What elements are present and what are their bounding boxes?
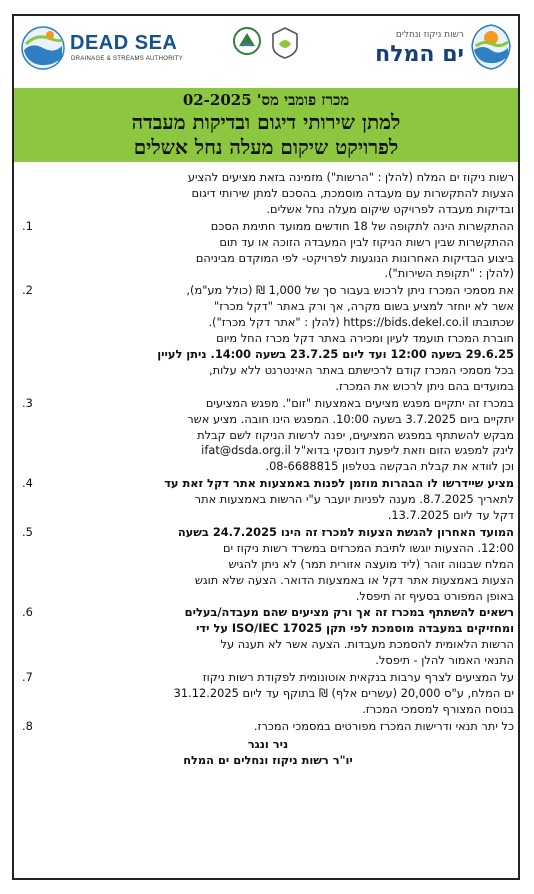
clause-number: 6. [22,605,33,620]
clause-line: דקל עד ליום 13.7.2025. [387,508,514,523]
authority-name-small: רשות ניקוז ונחלים [395,30,464,40]
intro-line: ובדיקות מעבדה לפרויקט שיקום מעלה נחל אשלים. [266,201,514,216]
clause-number: 8. [22,718,33,733]
tender-title-line-1: למתן שירותי דיגום ובדיקות מעבדה [131,110,401,134]
clause-line: את מסמכי המכרז ניתן לרכוש בעבור סך של 1,000 ₪ (כולל מע"מ), [186,283,514,298]
dead-sea-subtitle: DRAINAGE & STREAMS AUTHORITY [71,56,184,62]
clause-line: מציע שיידרשו לו הבהרות מוזמן לפנות באמצעות אתר דקל זאת עד [164,476,514,491]
yam-hamelach-logo [364,20,514,78]
tender-header [14,88,518,162]
tender-title-line-2: לפרויקט שיקום מעלה נחל אשלים [133,135,399,159]
clause-line: התנאי האמור להלן - תיפסל. [375,653,514,668]
clause-line: לתאריך 8.7.2025. מענה לפניות יועבר ע"י הרשות באמצעות אתר [194,492,514,507]
intro-paragraph [22,170,514,218]
signature-name: ניר ונגר [247,736,289,751]
clause-4 [22,476,514,524]
clause-line: באופן המפורט בסעיף זה תיפסל. [355,588,514,603]
clause-5 [22,525,514,605]
dead-sea-emblem-icon [20,24,66,72]
clause-line: יתקיים ביום 3.7.2025 בשעה 10:00. המפגש הינו חובה. מציע אשר [187,411,514,426]
clause-line: חוברת המכרז תועמד לעיון ומכירה באתר דקל מכרז החל מיום [216,331,514,346]
dead-sea-title: DEAD SEA [70,32,178,54]
partner-emblem-icon [232,26,262,60]
clause-line: במכרז זה יתקיים מפגש מציעים באמצעות "זום". מפגש המציעים [205,395,514,410]
clause-line: 12:00. ההצעות יוגשו לתיבת המכרזים במשרד רשות ניקוז ים [222,540,514,555]
clause-line: ומחזיקים במעבדה מוסמכת לפי תקן ISO/IEC 17025 על ידי [196,621,514,636]
clause-line: בכל מסמכי המכרז קודם לרכישתם באתר האינטרנט ללא עלות, [208,362,514,377]
intro-line: הצעות להתקשרות עם מעבדה מוסמכת, בהסכם למתן שירותי דיגום [191,185,514,200]
clause-line: רשאים להשתתף במכרז זה אך ורק מציעים שהם מעבדה/בעלים [184,605,514,620]
authority-name-big: ים המלח [375,42,464,67]
signature-title: יו"ר רשות ניקוז ונחלים ים המלח [183,752,353,767]
dead-sea-logo [20,20,184,78]
email-line[interactable]: לינק למפגש הזום וזאת ליפעת דונסקי בדוא"ל ifat@dsda.org.il [201,443,514,458]
clause-7 [22,670,514,718]
logo-bar [14,16,518,84]
intro-line: רשות ניקוז ים המלח (להלן : "הרשות") מזמינה בזאת מציעים להציע [187,170,514,184]
clause-line: ההתקשרות הינה לתקופה של 18 חודשים ממועד חתימת הסכם [210,218,514,233]
clause-line: המלח שבנווה זוהר (ליד מועצה אזורית תמר) לא ניתן להגיש [228,556,514,571]
clause-number: 5. [22,524,33,539]
partner-logos [210,26,320,76]
clause-line: כל יתר תנאי ודרישות המכרז מפורטים במסמכי המכרז. [253,718,514,733]
clause-line: ים המלח, ע"ס 20,000 (עשרים אלף) ₪ בתוקף עד ליום 31.12.2025 [173,686,514,700]
ministry-emblem-icon [270,26,300,60]
clause-line: המועד האחרון להגשת הצעות למכרז זה הינו 24.7.2025 בשעה [177,524,514,539]
clause-line: הצעות באמצעות אתר דקל או באמצעות הדואר. הצעה שלא תוגש [194,572,514,587]
phone-line: וכן לוודא את קבלת הבקשה בטלפון 08-6688815. [265,459,514,474]
authority-emblem-icon [468,22,514,72]
clause-line: במועדים בהם ניתן לרכוש את המכרז. [335,378,514,393]
clause-line: אשר לא יוחזר למציע בשום מקרה, אך ורק באתר "דקל מכרז" [214,299,514,314]
clause-2 [22,283,514,394]
clause-number: 2. [22,283,33,298]
clause-line: הרשות הלאומית להסמכת מעבדות. הצעה אשר לא תענה על [220,637,514,652]
clause-8 [22,719,514,735]
clause-6 [22,605,514,669]
dekel-url-line[interactable]: שכתובתו https://bids.dekel.co.il (להלן : "אתר דקל מכרז"). [208,315,514,330]
clause-line: ההתקשרות שבין רשות הניקוז לבין המעבדה הזוכה או עד תום [219,234,514,249]
clause-number: 4. [22,476,33,491]
clause-line: מבקש להשתתף במפגש המציעים, יפנה לרשות הניקוז לשם קבלת [197,427,514,442]
clause-line: 29.6.25 בשעה 12:00 ועד ליום 23.7.25 בשעה 14:00. ניתן לעיין [157,346,514,361]
signature-block [22,737,514,769]
clause-line: ביצוע הבדיקות האחרונות הנוגעות לפרויקט- לפי המוקדם מביניהם [195,250,514,265]
clause-number: 7. [22,670,33,685]
tender-number: מכרז פומבי מס' 02-2025 [182,91,350,109]
clause-1 [22,219,514,283]
clause-line: (להלן : "תקופת השירות"). [384,266,514,281]
clause-line: בנוסח המצורף למסמכי המכרז. [362,701,514,716]
clause-number: 3. [22,395,33,410]
tender-body [22,170,514,769]
clause-3 [22,396,514,476]
clause-number: 1. [22,218,33,233]
clause-line: על המציעים לצרף ערבות בנקאית אוטונומית לפקודת רשות ניקוז [202,670,514,685]
